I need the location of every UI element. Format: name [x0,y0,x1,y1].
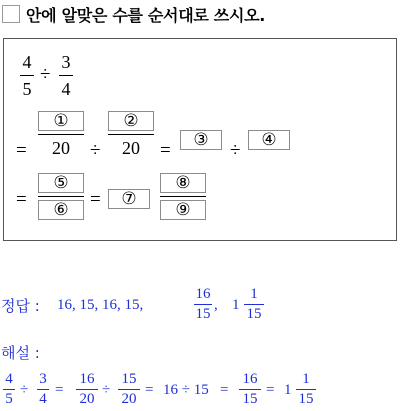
blank-8[interactable]: ⑧ [160,173,206,193]
fraction-bar [118,389,140,390]
sol-equals-2: = [145,382,154,398]
divide-sign: ÷ [230,140,241,161]
denominator: 15 [298,391,314,407]
fraction-bar [239,389,261,390]
sol-divide-2: ÷ [102,382,111,398]
denominator: 4 [61,79,71,99]
denominator: 15 [246,306,262,322]
answer-label: 정답 : [1,297,40,315]
answer-comma: , [214,297,218,313]
numerator: 16 [242,371,258,387]
blank-6[interactable]: ⑥ [38,200,84,220]
answer-values: 16, 15, 16, 15, [57,297,144,313]
sol-fraction-15-20 [118,371,140,408]
fraction-bar [76,389,98,390]
fraction-blank1-20 [38,111,84,159]
fraction-3-4 [59,51,73,100]
fraction-bar [59,75,73,76]
equals-sign: = [16,140,27,161]
divide-sign: ÷ [90,140,101,161]
numerator: 3 [61,52,71,72]
fraction-bar [244,304,264,305]
question-text: 안에 알맞은 수를 순서대로 쓰시오. [26,5,266,25]
denominator: 20 [122,138,140,158]
sol-equals-3: = [220,382,229,398]
sol-fraction-3-4 [37,371,49,408]
denominator: 15 [242,391,258,407]
problem-box [3,38,397,241]
fraction-blank8-blank9 [160,173,206,220]
fraction-4-5 [20,51,34,100]
answer-fraction-1-15 [244,286,264,323]
blank-box-icon [2,5,20,23]
denominator: 20 [52,138,70,158]
denominator: 5 [5,391,13,407]
fraction-bar [20,75,34,76]
denominator: 15 [195,306,211,322]
fraction-blank5-blank6 [38,173,84,220]
numerator: 1 [302,371,310,387]
denominator: 20 [79,391,95,407]
sol-equals-4: = [266,382,275,398]
numerator: 4 [5,371,13,387]
blank-1[interactable]: ① [38,111,84,131]
fraction-bar [194,304,212,305]
blank-4[interactable]: ④ [248,130,290,150]
numerator: 1 [250,286,258,302]
sol-divide-1: ÷ [20,382,29,398]
equals-sign: = [90,189,101,210]
blank-7[interactable]: ⑦ [108,189,150,209]
fraction-blank2-20 [108,111,154,159]
equals-sign: = [160,140,171,161]
answer-mixed-whole: 1 [232,297,240,313]
fraction-bar [38,196,84,197]
sol-mixed-whole: 1 [284,382,292,398]
blank-2[interactable]: ② [108,111,154,131]
numerator: 15 [121,371,137,387]
equals-sign: = [16,189,27,210]
sol-fraction-16-15 [239,371,261,408]
sol-mid-expression: 16 ÷ 15 [163,382,209,398]
fraction-bar [3,389,15,390]
fraction-bar [38,134,84,135]
sol-fraction-16-20 [76,371,98,408]
numerator: 16 [195,286,211,302]
denominator: 20 [121,391,137,407]
blank-9[interactable]: ⑨ [160,200,206,220]
answer-fraction-16-15 [194,286,212,323]
question-row [2,3,265,25]
numerator: 16 [79,371,95,387]
divide-sign: ÷ [40,64,51,85]
sol-equals-1: = [55,382,64,398]
numerator: 3 [39,371,47,387]
fraction-bar [37,389,49,390]
blank-5[interactable]: ⑤ [38,173,84,193]
fraction-bar [296,389,316,390]
denominator: 4 [39,391,47,407]
blank-3[interactable]: ③ [180,130,222,150]
solution-label: 해설 : [1,344,40,362]
denominator: 5 [22,79,32,99]
sol-fraction-1-15 [296,371,316,408]
fraction-bar [108,134,154,135]
numerator: 4 [22,52,32,72]
sol-fraction-4-5 [3,371,15,408]
fraction-bar [160,196,206,197]
